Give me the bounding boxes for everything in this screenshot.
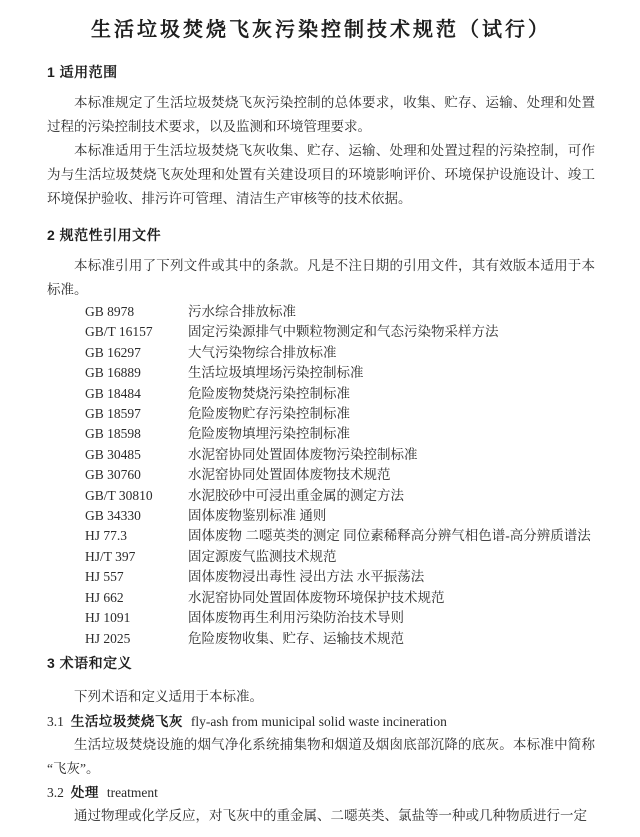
reference-title: 水泥窑协同处置固体废物环境保护技术规范 bbox=[188, 589, 445, 605]
reference-item bbox=[85, 608, 595, 628]
reference-title: 固体废物再生利用污染防治技术导则 bbox=[188, 610, 404, 626]
reference-item bbox=[85, 486, 595, 506]
reference-code: GB 18598 bbox=[85, 426, 141, 442]
reference-title: 固定源废气监测技术规范 bbox=[188, 548, 337, 564]
reference-title: 固体废物浸出毒性 浸出方法 水平振荡法 bbox=[188, 569, 425, 585]
reference-item bbox=[85, 322, 595, 342]
reference-item bbox=[85, 424, 595, 444]
reference-code: HJ 77.3 bbox=[85, 528, 128, 544]
reference-item bbox=[85, 526, 595, 546]
reference-code: GB 16297 bbox=[85, 344, 141, 360]
term-3-1-heading bbox=[47, 711, 595, 733]
reference-item bbox=[85, 629, 595, 649]
section-3-intro: 下列术语和定义适用于本标准。 bbox=[74, 688, 263, 704]
reference-title: 大气污染物综合排放标准 bbox=[188, 344, 337, 360]
reference-code: GB 34330 bbox=[85, 508, 141, 524]
section-2-heading: 2 规范性引用文件 bbox=[47, 227, 162, 243]
reference-title: 危险废物贮存污染控制标准 bbox=[188, 406, 350, 422]
term-english: fly-ash from municipal solid waste incineration bbox=[190, 713, 447, 729]
section-1-paragraph-1: 本标准规定了生活垃圾焚烧飞灰污染控制的总体要求，收集、贮存、运输、处理和处置过程的污染控制技术要求，以及监测和环境管理要求。 bbox=[47, 95, 595, 134]
term-3-1-definition: 生活垃圾焚烧设施的烟气净化系统捕集物和烟道及烟囱底部沉降的底灰。本标准中简称“飞灰”。 bbox=[47, 736, 595, 776]
term-number: 3.2 bbox=[47, 784, 64, 800]
reference-item bbox=[85, 343, 595, 363]
term-chinese: 处理 bbox=[70, 784, 99, 800]
reference-code: HJ 1091 bbox=[85, 610, 131, 626]
reference-code: HJ 2025 bbox=[85, 630, 131, 646]
section-1-paragraph-2: 本标准适用于生活垃圾焚烧飞灰收集、贮存、运输、处理和处置过程的污染控制，可作为与生活垃圾焚烧飞灰处理和处置有关建设项目的环境影响评价、环境保护设施设计、竣工环境保护验收、排污许可管理、清洁生产审核等的技术依据。 bbox=[47, 143, 595, 206]
reference-title: 固体废物 二噁英类的测定 同位素稀释高分辨气相色谱-高分辨质谱法 bbox=[188, 528, 591, 544]
reference-item bbox=[85, 404, 595, 424]
reference-code: GB 18484 bbox=[85, 385, 141, 401]
reference-list bbox=[47, 302, 595, 649]
reference-code: GB 30760 bbox=[85, 467, 141, 483]
reference-title: 水泥窑协同处置固体废物技术规范 bbox=[188, 467, 391, 483]
reference-item bbox=[85, 384, 595, 404]
reference-title: 固定污染源排气中颗粒物测定和气态污染物采样方法 bbox=[188, 324, 499, 340]
reference-item bbox=[85, 302, 595, 322]
reference-item bbox=[85, 588, 595, 608]
reference-title: 危险废物填埋污染控制标准 bbox=[188, 426, 350, 442]
reference-title: 水泥窑协同处置固体废物污染控制标准 bbox=[188, 446, 418, 462]
reference-title: 污水综合排放标准 bbox=[188, 304, 296, 319]
reference-title: 水泥胶砂中可浸出重金属的测定方法 bbox=[188, 487, 404, 503]
reference-title: 危险废物收集、贮存、运输技术规范 bbox=[188, 630, 404, 646]
reference-code: GB/T 30810 bbox=[85, 487, 153, 503]
reference-item bbox=[85, 445, 595, 465]
reference-item bbox=[85, 567, 595, 587]
reference-title: 固体废物鉴别标准 通则 bbox=[188, 508, 327, 524]
term-chinese: 生活垃圾焚烧飞灰 bbox=[70, 713, 183, 729]
reference-code: HJ 557 bbox=[85, 569, 124, 585]
reference-code: GB 8978 bbox=[85, 304, 135, 319]
reference-item bbox=[85, 506, 595, 526]
reference-title: 生活垃圾填埋场污染控制标准 bbox=[188, 365, 364, 381]
term-number: 3.1 bbox=[47, 713, 64, 729]
term-3-2-heading bbox=[47, 782, 595, 804]
reference-item bbox=[85, 547, 595, 567]
reference-title: 危险废物焚烧污染控制标准 bbox=[188, 385, 350, 401]
reference-code: GB/T 16157 bbox=[85, 324, 153, 340]
reference-code: GB 30485 bbox=[85, 446, 141, 462]
section-2-intro: 本标准引用了下列文件或其中的条款。凡是不注日期的引用文件，其有效版本适用于本标准。 bbox=[47, 258, 595, 297]
reference-code: HJ/T 397 bbox=[85, 548, 136, 564]
term-english: treatment bbox=[106, 784, 158, 800]
section-3-heading: 3 术语和定义 bbox=[47, 654, 133, 671]
term-3-2-definition: 通过物理或化学反应，对飞灰中的重金属、二噁英类、氯盐等一种或几种物质进行一定 bbox=[74, 807, 587, 823]
document-title: 生活垃圾焚烧飞灰污染控制技术规范（试行） bbox=[91, 19, 551, 41]
reference-code: GB 18597 bbox=[85, 406, 141, 422]
reference-item bbox=[85, 363, 595, 383]
reference-item bbox=[85, 465, 595, 485]
reference-code: GB 16889 bbox=[85, 365, 141, 381]
reference-code: HJ 662 bbox=[85, 589, 124, 605]
section-1-heading: 1 适用范围 bbox=[47, 64, 118, 80]
